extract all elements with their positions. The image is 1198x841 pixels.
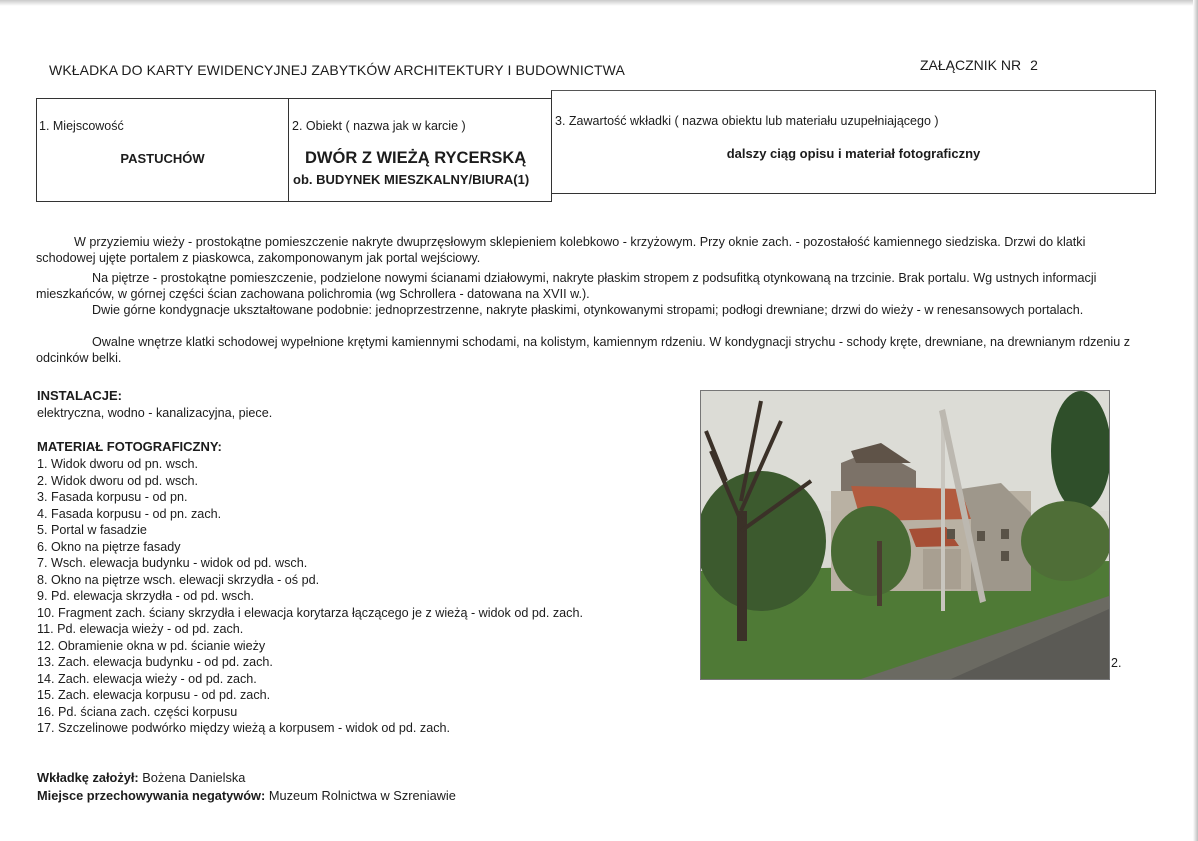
list-item: 2. Widok dworu od pd. wsch. (37, 473, 198, 488)
storage-label: Miejsce przechowywania negatywów: (37, 788, 266, 803)
storage-line (37, 788, 456, 803)
list-item: 4. Fasada korpusu - od pn. zach. (37, 506, 222, 521)
list-item: 17. Szczelinowe podwórko między wieżą a korpusem - widok od pd. zach. (37, 721, 450, 735)
author-value: Bożena Danielska (142, 770, 246, 785)
list-item: 6. Okno na piętrze fasady (37, 539, 181, 554)
content-label: 3. Zawartość wkładki ( nazwa obiektu lub materiału uzupełniającego ) (555, 114, 939, 128)
list-item: 7. Wsch. elewacja budynku - widok od pd. wsch. (37, 556, 308, 570)
list-item: 1. Widok dworu od pn. wsch. (37, 457, 198, 471)
scan-edge-right (1193, 0, 1198, 841)
photo-caption: 2. (1111, 656, 1122, 670)
description-text-1: W przyziemiu wieży - prostokątne pomieszczenie nakryte dwuprzęsłowym sklepieniem kolebkowo - krzyżowym. Przy oknie zach. - pozostałość kamiennego siedziska. Drzwi do klatki schodowej ujęte portalem z piaskowca, zakomponowanym jak portal wejściowy. (36, 235, 1086, 266)
description-text-4: Owalne wnętrze klatki schodowej wypełnione krętymi kamiennymi schodami, na kolistym, kamiennym rdzeniu. W kondygnacji strychu - schody kręte, drewniane, na drewnianym rdzeniu z odcinków belki. (36, 335, 1131, 366)
manor-photo-illustration (701, 391, 1109, 679)
installations-text: elektryczna, wodno - kanalizacyjna, piece. (37, 406, 273, 420)
list-item: 9. Pd. elewacja skrzydła - od pd. wsch. (37, 589, 254, 603)
storage-value: Muzeum Rolnictwa w Szreniawie (268, 788, 456, 803)
annex-value: 2 (1030, 57, 1038, 73)
object-cell (288, 98, 552, 202)
description-paragraph-2 (36, 270, 1141, 303)
description-text-3: Dwie górne kondygnacje ukształtowane podobnie: jednoprzestrzenne, nakryte płaskimi, otynkowanymi stropami; podłogi drewniane; drzwi do wieży - w renesansowych portalach. (92, 303, 1084, 317)
list-item: 8. Okno na piętrze wsch. elewacji skrzydła - oś pd. (37, 572, 320, 587)
author-label: Wkładkę założył: (37, 770, 139, 785)
author-line (37, 770, 245, 785)
list-item: 12. Obramienie okna w pd. ścianie wieży (37, 638, 266, 653)
list-item: 5. Portal w fasadzie (37, 523, 147, 537)
description-paragraph-1 (36, 234, 1141, 267)
description-paragraph-4 (36, 334, 1141, 367)
content-value: dalszy ciąg opisu i materiał fotograficzny (726, 146, 981, 161)
list-item: 3. Fasada korpusu - od pn. (37, 490, 188, 504)
object-value: DWÓR Z WIEŻĄ RYCERSKĄ (305, 149, 527, 167)
list-item: 11. Pd. elewacja wieży - od pd. zach. (37, 622, 244, 636)
locality-cell (36, 98, 289, 202)
annex-label: ZAŁĄCZNIK NR (920, 57, 1022, 73)
photo-material-heading: MATERIAŁ FOTOGRAFICZNY: (37, 439, 222, 454)
list-item: 14. Zach. elewacja wieży - od pd. zach. (37, 671, 257, 686)
info-table (36, 90, 1156, 202)
manor-photo (701, 391, 1109, 679)
object-label: 2. Obiekt ( nazwa jak w karcie ) (292, 119, 466, 133)
list-item: 13. Zach. elewacja budynku - od pd. zach. (37, 655, 273, 669)
list-item: 15. Zach. elewacja korpusu - od pd. zach. (37, 688, 271, 702)
list-item: 16. Pd. ściana zach. części korpusu (37, 704, 238, 719)
document-title: WKŁADKA DO KARTY EWIDENCYJNEJ ZABYTKÓW ARCHITEKTURY I BUDOWNICTWA (49, 62, 625, 78)
content-cell (551, 90, 1156, 194)
scan-edge-top (0, 0, 1198, 6)
locality-label: 1. Miejscowość (39, 119, 124, 133)
annex-number (920, 57, 1038, 73)
installations-heading: INSTALACJE: (37, 388, 122, 403)
object-subtitle: ob. BUDYNEK MIESZKALNY/BIURA(1) (293, 172, 530, 187)
list-item: 10. Fragment zach. ściany skrzydła i elewacja korytarza łączącego je z wieżą - widok od pd. zach. (37, 605, 583, 620)
photo-list (37, 456, 583, 737)
description-paragraph-3 (36, 302, 1141, 318)
description-text-2: Na piętrze - prostokątne pomieszczenie, podzielone nowymi ścianami działowymi, nakryte płaskim stropem z podsufitką otynkowaną na trzcinie. Brak portalu. Wg ustnych informacji mieszkańców, w górnej części ścian zachowana polichromia (wg Schrollera - datowana na XVII w.). (36, 271, 1097, 302)
locality-value: PASTUCHÓW (120, 151, 205, 166)
